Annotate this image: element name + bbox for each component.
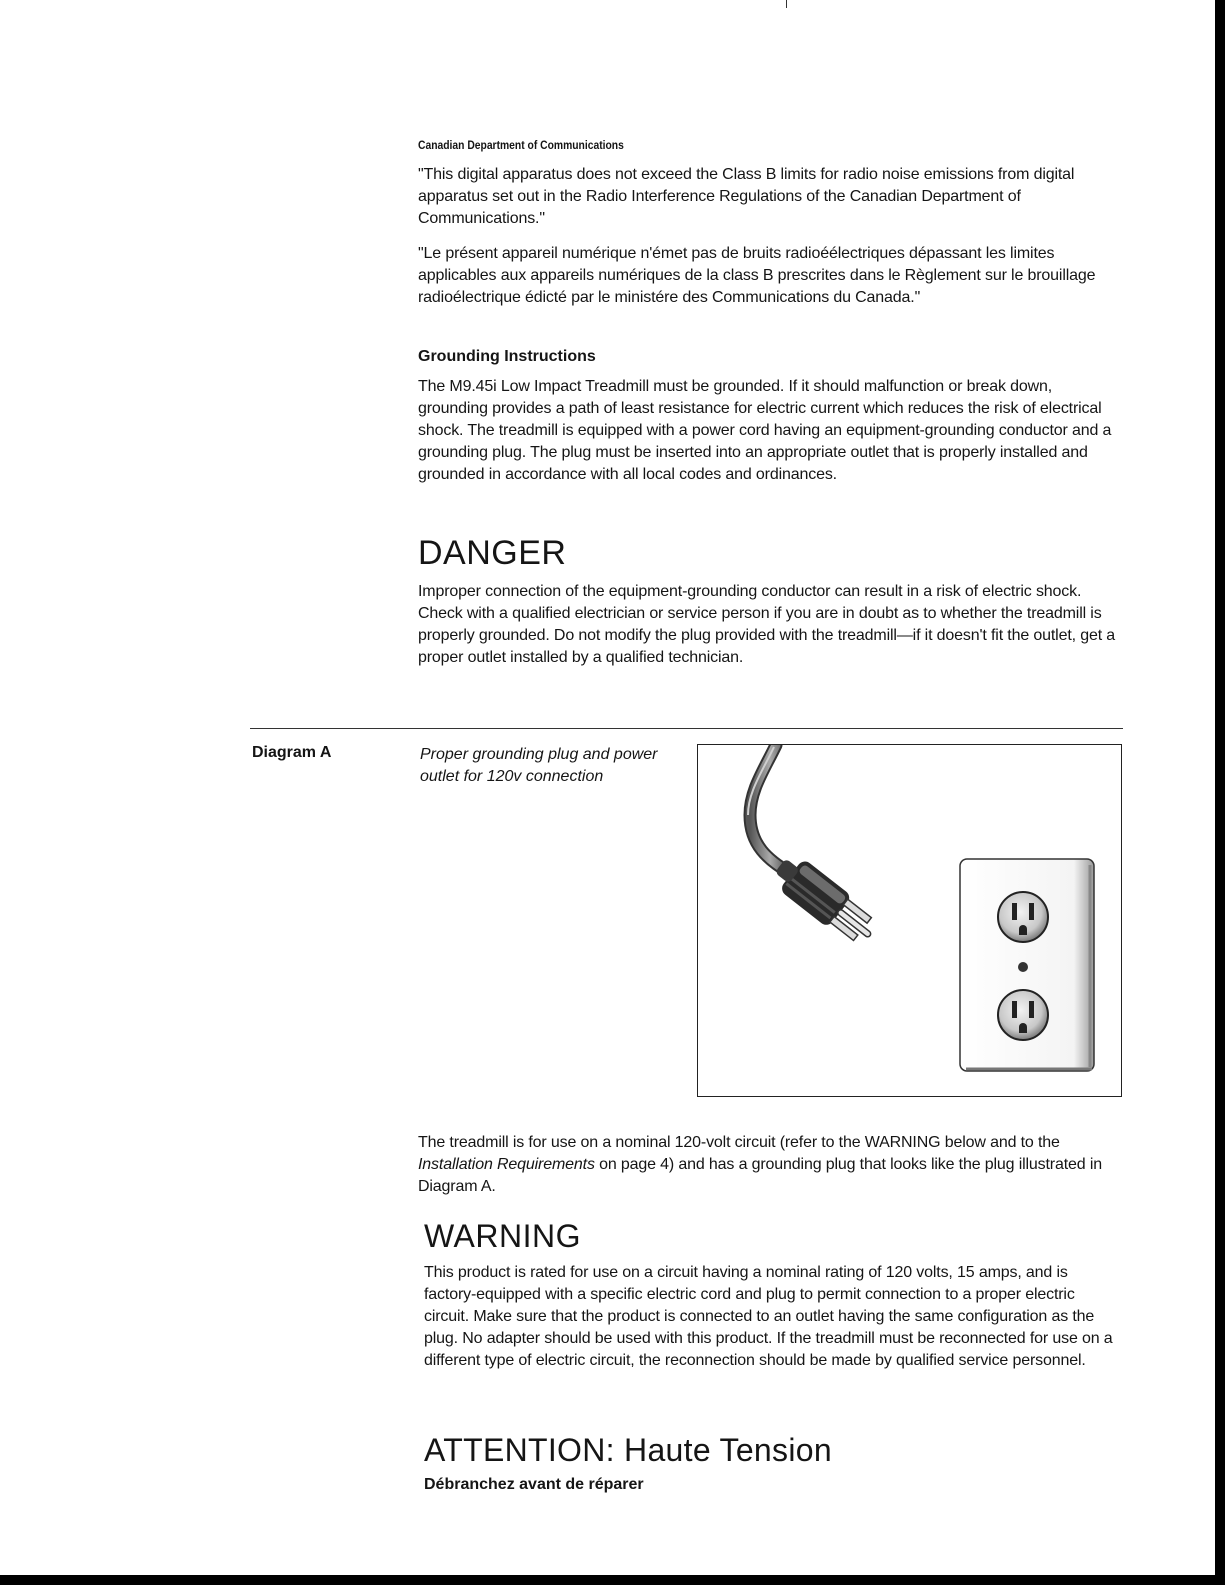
circuit-text-start: The treadmill is for use on a nominal 120-volt circuit (refer to the WARNING below and to the: [418, 1134, 1060, 1151]
grounding-section: [418, 376, 1121, 486]
comms-english-notice: [418, 164, 1121, 230]
circuit-text-end: on page 4) and has a grounding plug that looks like the plug illustrated in Diagram A.: [418, 1156, 1102, 1195]
lower-receptacle-icon: [998, 990, 1048, 1040]
warning-body: This product is rated for use on a circuit having a nominal rating of 120 volts, 15 amps, and is factory-equipped with a specific electric cord and plug to permit connection to a proper electric circuit. Make sure that the product is connected to an outlet having the same configuration as the plug. No adapter should be used with this product. If the treadmill must be reconnected for use on a different type of electric circuit, the reconnection should be made by qualified service personnel.: [424, 1264, 1113, 1369]
circuit-section: [418, 1132, 1121, 1198]
upper-receptacle-icon: [998, 892, 1048, 942]
installation-requirements-ref: Installation Requirements: [418, 1156, 595, 1173]
warning-section: [424, 1262, 1121, 1372]
grounding-heading: Grounding Instructions: [418, 348, 596, 365]
danger-heading: DANGER: [418, 534, 567, 572]
plug-outlet-illustration: [698, 745, 1120, 1095]
diagram-figure: [697, 744, 1122, 1097]
power-cord-icon: [748, 745, 790, 873]
comms-english-text: "This digital apparatus does not exceed the Class B limits for radio noise emissions from digital apparatus set out in the Radio Interference Regulations of the Canadian Department of Communications.": [418, 166, 1075, 227]
warning-heading: WARNING: [424, 1218, 581, 1254]
page-right-border: [1215, 0, 1225, 1585]
grounding-body: The M9.45i Low Impact Treadmill must be grounded. If it should malfunction or break down, grounding provides a path of least resistance for electric current which reduces the risk of electrical shock. The treadmill is equipped with a power cord having an equipment-grounding conductor and a grounding plug. The plug must be inserted into an appropriate outlet that is properly installed and grounded in accordance with all local codes and ordinances.: [418, 378, 1112, 483]
attention-heading: ATTENTION: Haute Tension: [424, 1432, 832, 1468]
danger-body: Improper connection of the equipment-grounding conductor can result in a risk of electric shock. Check with a qualified electrician or service person if you are in doubt as to whether the treadmill is properly grounded. Do not modify the plug provided with the treadmill—if it doesn't fit the outlet, get a proper outlet installed by a qualified technician.: [418, 583, 1116, 666]
comms-french-text: "Le présent appareil numérique n'émet pas de bruits radioéélectriques dépassant les limites applicables aux appareils numériques de la class B prescrites dans le Règlement sur le brouillage radioélectrique édicté par le ministére des Communications du Canada.": [418, 245, 1096, 306]
comms-french-notice: [418, 243, 1121, 309]
outlet-screw-icon: [1018, 962, 1028, 972]
page-bottom-border: [0, 1575, 1225, 1585]
attention-subheading: Débranchez avant de réparer: [424, 1476, 644, 1493]
wall-outlet-icon: [960, 859, 1094, 1071]
diagram-label: Diagram A: [252, 744, 332, 761]
comms-heading: Canadian Department of Communications: [418, 138, 624, 152]
circuit-body: [418, 1132, 1121, 1198]
section-divider: [250, 728, 1123, 729]
diagram-caption: Proper grounding plug and power outlet for 120v connection: [420, 746, 658, 785]
danger-section: [418, 581, 1121, 669]
top-margin-tick: [786, 0, 787, 8]
grounding-plug-icon: [768, 850, 882, 952]
